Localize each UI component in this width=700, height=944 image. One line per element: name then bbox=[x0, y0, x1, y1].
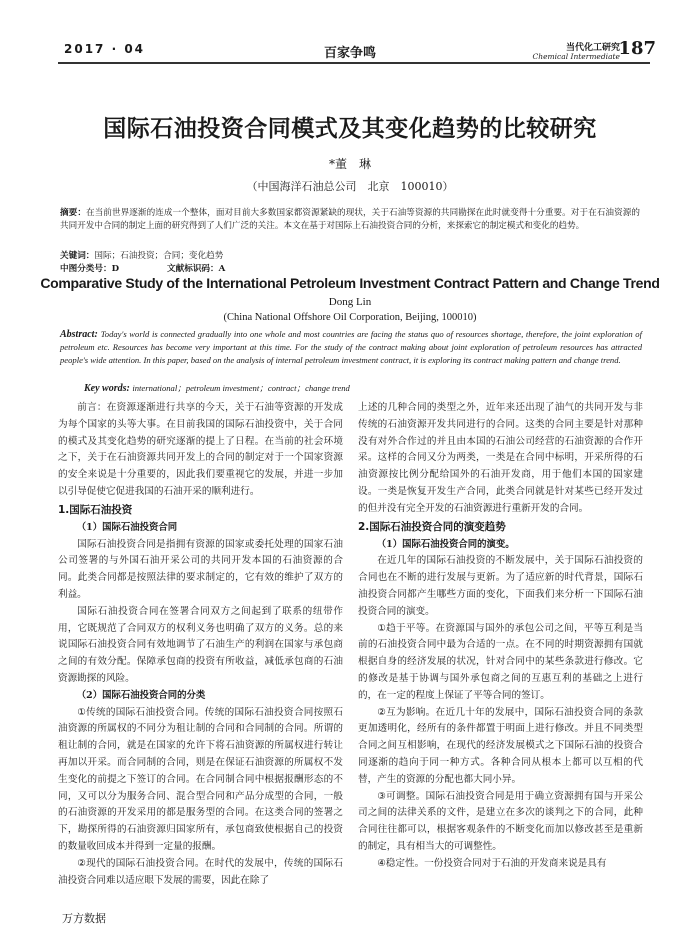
paragraph: 上述的几种合同的类型之外，近年来还出现了油气的共同开发与非传统的石油资源开发共同进行的合同。这类的合同主要是针对那种没有对外合作过的并且由本国的石油公司经营的石油资源的合作开采。这样的合同又分为两类，一类是在合同中标明，开采所得的石油资源按比例分配给国外的石油开发商，用于他们本国的国家建设。一类是恢复开发生产合同，此类合同就是针对某些已经开发过的但并没有完全开发的石油资源进行重新开发的合同。 bbox=[358, 402, 643, 514]
journal-name-cn: 当代化工研究 bbox=[565, 43, 620, 53]
keywords-en bbox=[84, 382, 350, 394]
journal-name-en: Chemical Intermediate bbox=[532, 52, 620, 61]
keywords-en-colon: : bbox=[126, 383, 133, 394]
body-column-right bbox=[358, 400, 643, 873]
column-title: 百家争鸣 bbox=[323, 46, 376, 61]
abstract-en-text: Today's world is connected gradually into one whole and most countries are facing the status quo of resources shortage, therefore, the joint exploration of petroleum etc. Resources has become very important at this time. For the study of the contract making about joint exploration of petroleum resources has attracted people's wide attention. In this paper, based on the analysis of internal petroleum investment contract, it is exploring its contract making pattern and change trend. bbox=[60, 329, 642, 365]
doc-value: A bbox=[218, 264, 226, 274]
clc-value: D bbox=[111, 264, 120, 274]
watermark: 万方数据 bbox=[62, 912, 106, 925]
keywords-en-text: international；petroleum investment；contract；change trend bbox=[132, 383, 350, 393]
page-number: 187 bbox=[618, 38, 656, 59]
keywords-en-label: Key words bbox=[84, 383, 127, 394]
abstract-cn bbox=[60, 207, 640, 233]
author: *董 琳 bbox=[328, 157, 371, 171]
header-rule bbox=[58, 62, 650, 64]
paragraph: ②互为影响。在近几十年的发展中，国际石油投资合同的条款更加透明化，经所有的条件都置于明面上进行修改。并且不同类型合同之间互相影响，在现代的经济发展模式之下国际石油的投资合同逐渐的趋向于同一种方式。各种合同从根本上都可以互相的代替，产生的资源的分配也都大同小异。 bbox=[358, 706, 643, 785]
body-column-left bbox=[58, 400, 343, 889]
doc-label: 文献标识码： bbox=[167, 264, 219, 274]
english-author: Dong Lin bbox=[328, 296, 372, 308]
keywords-cn bbox=[60, 249, 223, 261]
subsection-heading: （1）国际石油投资合同的演变。 bbox=[376, 538, 515, 550]
paragraph: 国际石油投资合同在签署合同双方之间起到了联系的纽带作用，它既规范了合同双方的权利义务也明确了双方的义务。总的来说国际石油投资合同有效地调节了石油生产的利润在国家与承包商之间的有效分配。保障承包商的投资有所收益，减低承包商的石油资源勘探的风险。 bbox=[58, 605, 343, 684]
affiliation: （中国海洋石油总公司 北京 100010） bbox=[246, 180, 454, 193]
abstract-label: 摘要： bbox=[60, 208, 86, 218]
abstract-text: 在当前世界逐渐的连成一个整体，面对目前大多数国家都资源紧缺的现状，关于石油等资源的共同勘探在此时就变得十分重要。对于在石油资源的共同开发中合同的制定上面的研究得到了人们广泛的关注。本文在基于对国际上石油投资合同的分析，来探索它的制定模式和变化的趋势。 bbox=[60, 208, 640, 231]
paragraph: ②现代的国际石油投资合同。在时代的发展中，传统的国际石油投资合同难以适应眼下发展的需要，因此在除了 bbox=[58, 857, 343, 886]
subsection-heading: （1）国际石油投资合同 bbox=[76, 521, 178, 533]
paragraph: ①传统的国际石油投资合同。传统的国际石油投资合同按照石油资源的所属权的不同分为租让制的合同和合同制的合同。所谓的租让制的合同，就是在国家的允许下将石油资源的所属权进行转让再加以开采。而合同制的合同，则是在保证石油资源的所属权不发生变化的前提之下签订的合同。在合同制合同中根据报酬形态的不同，又可以分为服务合同、混合型合同和产品分成型的合同，一般的石油资源的开发采用的都是服务型的合同。在这类合同的签署之下，勘探所得的石油资源归国家所有，承包商致使根据自己的投资的数量收回成本并得到一定量的报酬。 bbox=[58, 706, 343, 852]
section-heading: 2.国际石油投资合同的演变趋势 bbox=[358, 520, 506, 533]
paragraph: ①趋于平等。在资源国与国外的承包公司之间，平等互利是当前的石油投资合同中最为合适的一点。在不同的时期资源拥有国就根据自身的经济发展的状况，针对合同中的某些条款进行修改。它的修改是基于协调与国外承包商之间的互惠互利的基础之上进行的，在一定的程度上保证了平等合同的签订。 bbox=[358, 622, 643, 701]
section-heading: 1.国际石油投资 bbox=[58, 503, 133, 516]
clc-label: 中图分类号： bbox=[60, 264, 112, 274]
paragraph: ③可调整。国际石油投资合同是用于确立资源拥有国与开采公司之间的法律关系的文件，是建立在多次的谈判之下的合同，此种合同往往都可以，根据客观条件的不断变化而加以修改甚至是重新的制定，具有相当大的可调整性。 bbox=[358, 790, 643, 852]
article-title: 国际石油投资合同模式及其变化趋势的比较研究 bbox=[103, 116, 597, 142]
english-affiliation: (China National Offshore Oil Corporation, Beijing, 100010) bbox=[223, 312, 477, 323]
paragraph: ④稳定性。一份投资合同对于石油的开发商来说是具有 bbox=[377, 857, 607, 869]
keywords-text: 国际；石油投资；合同；变化趋势 bbox=[94, 251, 224, 261]
issue-date: 2017 · 04 bbox=[64, 42, 146, 56]
abstract-en-label: Abstract bbox=[60, 329, 95, 340]
subsection-heading: （2）国际石油投资合同的分类 bbox=[76, 689, 206, 701]
abstract-en bbox=[60, 328, 642, 367]
abstract-en-colon: : bbox=[94, 329, 101, 340]
paragraph: 国际石油投资合同是指拥有资源的国家或委托处理的国家石油公司签署的与外国石油开采公司的共同开发本国的石油资源的合同。此类合同都是按照法律的要求制定的，它有效的维护了双方的利益。 bbox=[58, 538, 343, 600]
paragraph: 在近几年的国际石油投资的不断发展中，关于国际石油投资的合同也在不断的进行发展与更新。为了适应新的时代背景，国际石油投资合同都产生哪些方面的变化，下面我们来分析一下国际石油投资合同的演变。 bbox=[358, 555, 643, 617]
keywords-label: 关键词： bbox=[60, 251, 95, 261]
english-title: Comparative Study of the International Petroleum Investment Contract Pattern and Change Trend bbox=[40, 275, 660, 291]
paragraph: 前言：在资源逐渐进行共享的今天，关于石油等资源的开发成为每个国家的头等大事。在目前我国的国际石油投资中，关于合同的模式及其变化趋势的研究逐渐的提上了日程。在当前的社会环境之下，关于在石油资源共同开发上的合同的制定对于一个国家资源的安全来说是十分重要的，因此我们要重视它的发展，并进一步加以引导促使它促进我国的石油开采的顺利进行。 bbox=[58, 402, 343, 497]
classification-line bbox=[60, 262, 225, 274]
